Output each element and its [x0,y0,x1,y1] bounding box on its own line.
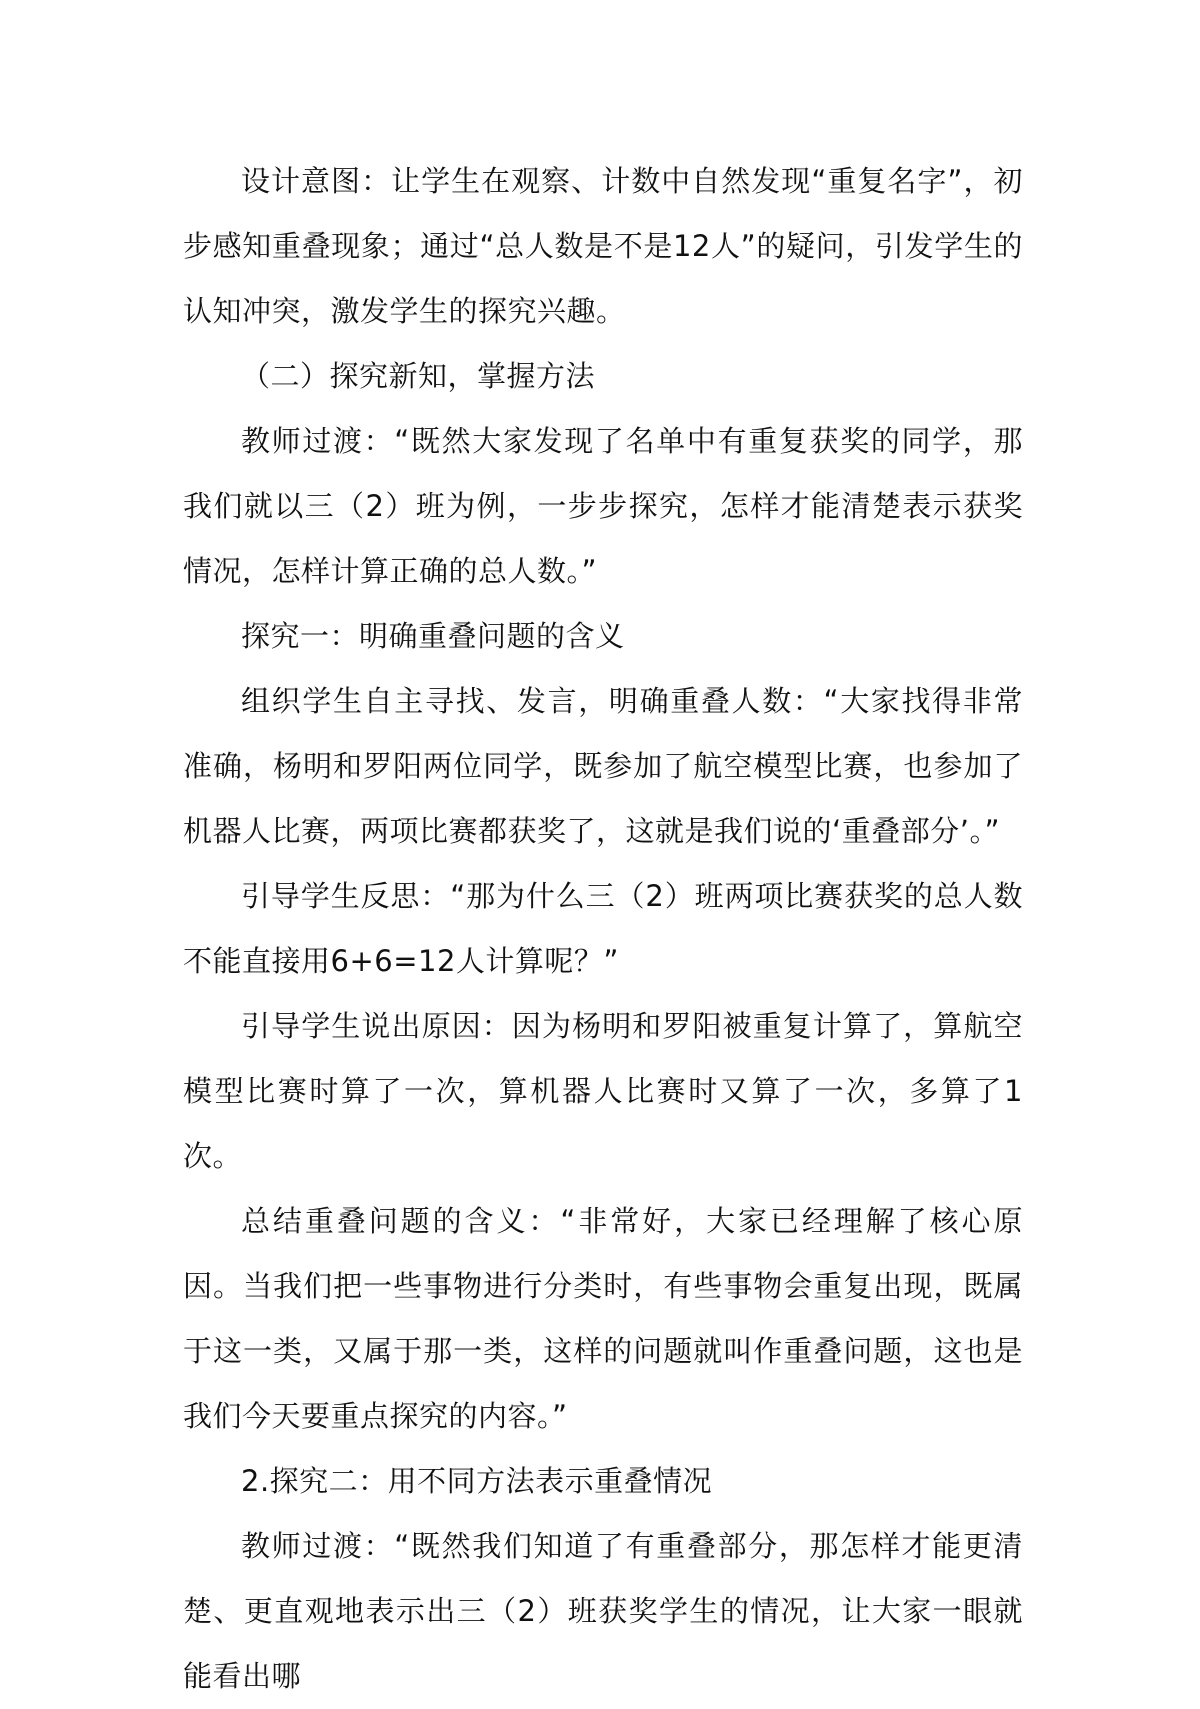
paragraph-teacher-transition-2: 教师过渡：“既然我们知道了有重叠部分，那怎样才能更清楚、更直观地表示出三（2）班获奖学生的情况，让大家一眼就能看出哪 [183,1529,1023,1693]
paragraph-design-intent: 设计意图：让学生在观察、计数中自然发现“重复名字”，初步感知重叠现象；通过“总人数是不是12人”的疑问，引发学生的认知冲突，激发学生的探究兴趣。 [183,164,1023,328]
paragraph-organize-students: 组织学生自主寻找、发言，明确重叠人数：“大家找得非常准确，杨明和罗阳两位同学，既参加了航空模型比赛，也参加了机器人比赛，两项比赛都获奖了，这就是我们说的‘重叠部分’。” [183,684,1023,848]
paragraph-guide-reason: 引导学生说出原因：因为杨明和罗阳被重复计算了，算航空模型比赛时算了一次，算机器人比赛时又算了一次，多算了1次。 [183,1009,1023,1173]
subheading-explore-one: 探究一：明确重叠问题的含义 [241,619,625,653]
paragraph-summary: 总结重叠问题的含义：“非常好，大家已经理解了核心原因。当我们把一些事物进行分类时，有些事物会重复出现，既属于这一类，又属于那一类，这样的问题就叫作重叠问题，这也是我们今天要重点探究的内容。” [183,1204,1023,1433]
section-heading-explore: （二）探究新知，掌握方法 [241,359,596,393]
subheading-explore-two: 2.探究二：用不同方法表示重叠情况 [241,1464,713,1498]
paragraph-teacher-transition-1: 教师过渡：“既然大家发现了名单中有重复获奖的同学，那我们就以三（2）班为例，一步步探究，怎样才能清楚表示获奖情况，怎样计算正确的总人数。” [183,424,1023,588]
document-body [183,149,1023,1709]
paragraph-guide-reflect: 引导学生反思：“那为什么三（2）班两项比赛获奖的总人数不能直接用6+6=12人计算呢？” [183,879,1023,978]
